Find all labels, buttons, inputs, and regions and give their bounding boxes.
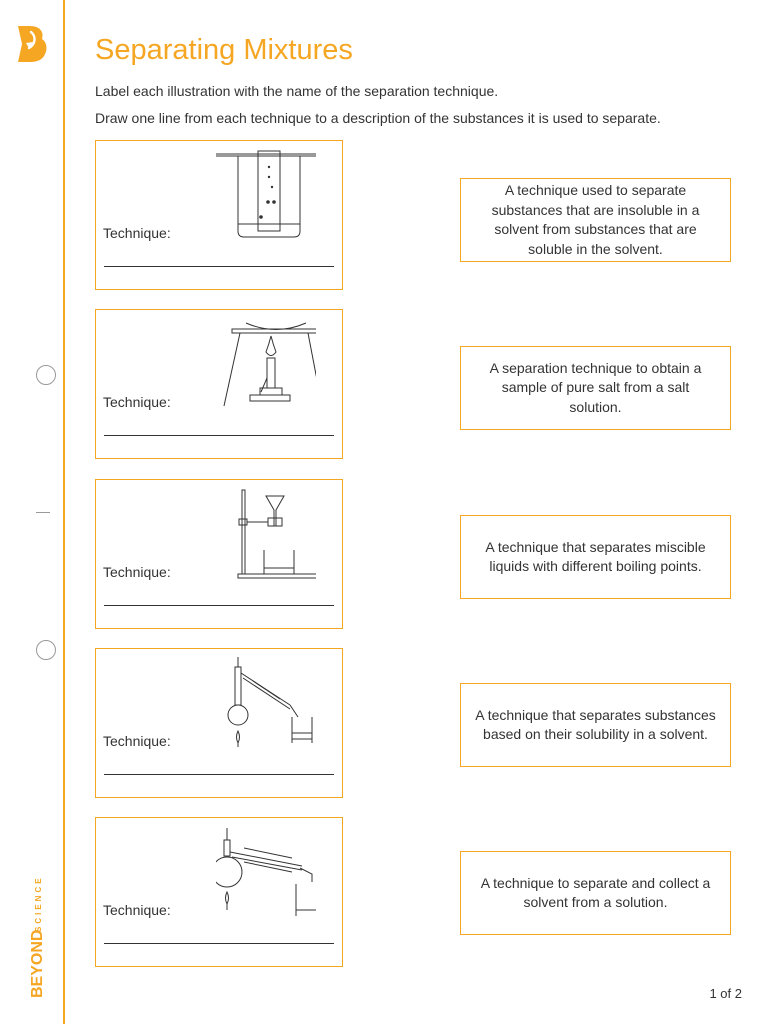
chromatography-icon [216,145,316,245]
technique-label: Technique: [103,733,171,749]
technique-label: Technique: [103,902,171,918]
technique-card [95,479,343,629]
answer-line[interactable] [104,943,334,944]
brand-wordmark [14,840,54,1000]
page-title: Separating Mixtures [95,34,353,66]
description-card[interactable]: A separation technique to obtain a sample of pure salt from a salt solution. [460,346,731,430]
evaporation-icon [216,314,316,414]
technique-card [95,140,343,290]
technique-label: Technique: [103,225,171,241]
technique-card [95,648,343,798]
margin-line [63,0,65,1024]
beyond-logo-icon [14,24,50,64]
technique-card [95,309,343,459]
instruction-label: Label each illustration with the name of the separation technique. [95,83,499,99]
binder-hole [36,365,56,385]
simple-distillation-icon [216,822,316,922]
instruction-match: Draw one line from each technique to a description of the substances it is used to separate. [95,110,661,126]
brand-subname: SCIENCE [34,875,43,932]
description-card[interactable]: A technique used to separate substances that are insoluble in a solvent from substances that are soluble in the solvent. [460,178,731,262]
description-card[interactable]: A technique to separate and collect a solvent from a solution. [460,851,731,935]
filtration-icon [216,484,316,584]
technique-card [95,817,343,967]
fold-mark [36,512,50,513]
page-number: 1 of 2 [709,986,742,1001]
description-card[interactable]: A technique that separates miscible liquids with different boiling points. [460,515,731,599]
answer-line[interactable] [104,774,334,775]
fractional-distillation-icon [216,653,316,753]
answer-line[interactable] [104,266,334,267]
answer-line[interactable] [104,605,334,606]
technique-label: Technique: [103,394,171,410]
brand-name: BEYOND [29,929,46,998]
description-card[interactable]: A technique that separates substances based on their solubility in a solvent. [460,683,731,767]
binder-hole [36,640,56,660]
technique-label: Technique: [103,564,171,580]
answer-line[interactable] [104,435,334,436]
